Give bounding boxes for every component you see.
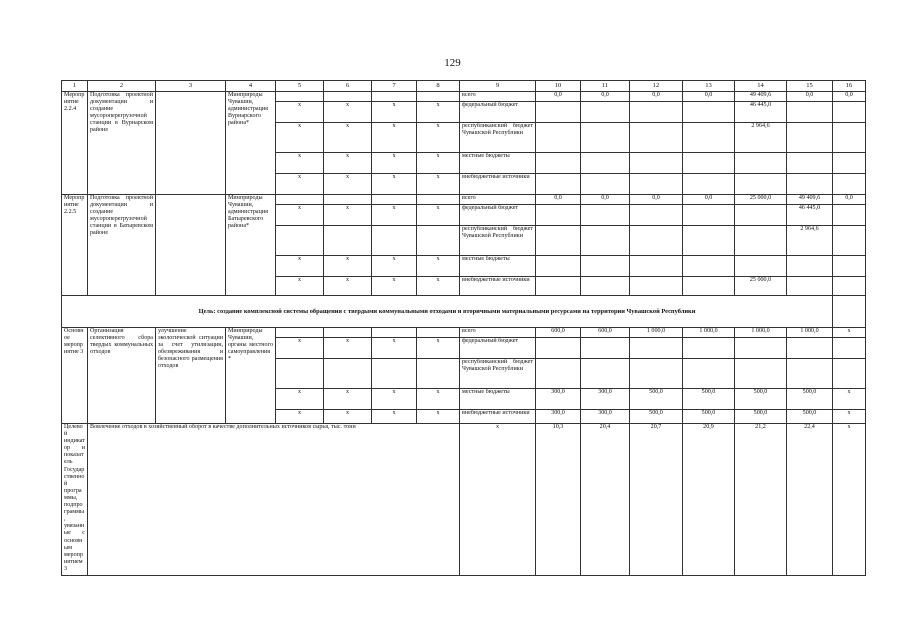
value-cell bbox=[536, 359, 581, 389]
code-cell bbox=[417, 92, 460, 102]
value-cell bbox=[581, 226, 630, 256]
code-cell bbox=[324, 226, 372, 256]
indicator-value: 21,2 bbox=[735, 424, 787, 576]
value-cell: 500,0 bbox=[683, 389, 735, 410]
funding-source: всего bbox=[460, 92, 536, 102]
value-cell: 0,0 bbox=[833, 195, 866, 205]
measure-result bbox=[156, 92, 226, 195]
funding-source: всего bbox=[460, 328, 536, 338]
value-cell bbox=[630, 256, 683, 277]
funding-source: федеральный бюджет bbox=[460, 205, 536, 226]
value-cell bbox=[787, 277, 833, 296]
value-cell: 1 000,0 bbox=[787, 328, 833, 338]
value-cell: 0,0 bbox=[787, 92, 833, 102]
value-cell: 1 000,0 bbox=[630, 328, 683, 338]
value-cell bbox=[630, 174, 683, 195]
value-cell: 500,0 bbox=[735, 389, 787, 410]
value-cell: 2 964,6 bbox=[787, 226, 833, 256]
measure-code: Мероприятие 2.2.4 bbox=[62, 92, 88, 195]
value-cell bbox=[683, 205, 735, 226]
code-cell bbox=[324, 359, 372, 389]
value-cell bbox=[630, 205, 683, 226]
value-cell bbox=[787, 153, 833, 174]
value-cell bbox=[536, 123, 581, 153]
measure-name: Подготовка проектной документации и создание мусороперегрузочной станции в Батыревском районе bbox=[88, 195, 156, 296]
value-cell: 0,0 bbox=[833, 92, 866, 102]
code-cell: x bbox=[417, 174, 460, 195]
goal-text: Цель: создание комплексной системы обращения с твердыми коммунальными отходами и вторичными материальными ресурсами на территории Чувашской Республики bbox=[62, 296, 833, 328]
code-cell: x bbox=[417, 153, 460, 174]
value-cell: 0,0 bbox=[683, 195, 735, 205]
value-cell bbox=[536, 256, 581, 277]
funding-source: внебюджетные источники bbox=[460, 410, 536, 424]
code-cell: x bbox=[372, 174, 417, 195]
value-cell: 600,0 bbox=[581, 328, 630, 338]
value-cell: 500,0 bbox=[787, 389, 833, 410]
value-cell bbox=[683, 226, 735, 256]
value-cell: 0,0 bbox=[630, 92, 683, 102]
measure-result bbox=[156, 195, 226, 296]
measure-executor: Минприроды Чувашии, администрация Вурнарского района* bbox=[226, 92, 276, 195]
value-cell: 49 409,6 bbox=[735, 92, 787, 102]
indicator-value: 20,4 bbox=[581, 424, 630, 576]
code-cell: x bbox=[276, 205, 324, 226]
value-cell bbox=[735, 153, 787, 174]
code-cell: x bbox=[417, 102, 460, 123]
program-table bbox=[61, 80, 866, 576]
value-cell: 25 000,0 bbox=[735, 195, 787, 205]
code-cell: x bbox=[276, 338, 324, 359]
header-cell: 10 bbox=[536, 81, 581, 92]
code-cell bbox=[324, 195, 372, 205]
value-cell bbox=[683, 102, 735, 123]
value-cell: 600,0 bbox=[536, 328, 581, 338]
value-cell bbox=[683, 338, 735, 359]
code-cell: x bbox=[324, 277, 372, 296]
value-cell: x bbox=[833, 410, 866, 424]
goal-row bbox=[62, 296, 866, 328]
value-cell bbox=[833, 174, 866, 195]
code-cell: x bbox=[417, 256, 460, 277]
code-cell bbox=[276, 195, 324, 205]
funding-source: внебюджетные источники bbox=[460, 277, 536, 296]
value-cell: 0,0 bbox=[630, 195, 683, 205]
header-cell: 14 bbox=[735, 81, 787, 92]
header-cell: 8 bbox=[417, 81, 460, 92]
value-cell: 0,0 bbox=[581, 92, 630, 102]
code-cell: x bbox=[324, 410, 372, 424]
value-cell bbox=[630, 226, 683, 256]
value-cell: 0,0 bbox=[536, 195, 581, 205]
value-cell bbox=[735, 338, 787, 359]
code-cell: x bbox=[417, 123, 460, 153]
value-cell bbox=[536, 338, 581, 359]
code-cell bbox=[417, 359, 460, 389]
value-cell: 2 964,6 bbox=[735, 123, 787, 153]
value-cell bbox=[833, 256, 866, 277]
header-cell: 2 bbox=[88, 81, 156, 92]
code-cell: x bbox=[372, 205, 417, 226]
value-cell: 500,0 bbox=[630, 410, 683, 424]
code-cell: x bbox=[372, 410, 417, 424]
indicator-x: x bbox=[460, 424, 536, 576]
value-cell bbox=[536, 226, 581, 256]
code-cell bbox=[372, 328, 417, 338]
value-cell bbox=[787, 359, 833, 389]
code-cell bbox=[417, 226, 460, 256]
value-cell bbox=[833, 226, 866, 256]
value-cell bbox=[735, 359, 787, 389]
measure-name: Подготовка проектной документации и создание мусороперегрузочной станции в Вурнарском районе bbox=[88, 92, 156, 195]
code-cell bbox=[372, 92, 417, 102]
value-cell bbox=[683, 277, 735, 296]
funding-source: всего bbox=[460, 195, 536, 205]
value-cell: 500,0 bbox=[630, 389, 683, 410]
code-cell bbox=[372, 359, 417, 389]
value-cell bbox=[787, 256, 833, 277]
funding-source: местные бюджеты bbox=[460, 153, 536, 174]
page-number: 129 bbox=[444, 57, 461, 69]
value-cell bbox=[581, 174, 630, 195]
value-cell bbox=[536, 153, 581, 174]
measure-executor: Минприроды Чувашии, администрация Батыревского района* bbox=[226, 195, 276, 296]
value-cell bbox=[581, 153, 630, 174]
value-cell: x bbox=[833, 328, 866, 338]
code-cell: x bbox=[417, 205, 460, 226]
header-row bbox=[62, 81, 866, 92]
value-cell bbox=[581, 338, 630, 359]
code-cell: x bbox=[324, 205, 372, 226]
value-cell: 500,0 bbox=[683, 410, 735, 424]
indicator-value: 22,4 bbox=[787, 424, 833, 576]
measure-executor: Минприроды Чувашии, органы местного самоуправления* bbox=[226, 328, 276, 424]
funding-source: республиканский бюджет Чувашской Республики bbox=[460, 359, 536, 389]
code-cell: x bbox=[417, 338, 460, 359]
code-cell: x bbox=[276, 389, 324, 410]
value-cell bbox=[735, 205, 787, 226]
header-cell: 3 bbox=[156, 81, 226, 92]
funding-source: внебюджетные источники bbox=[460, 174, 536, 195]
value-cell bbox=[536, 277, 581, 296]
value-cell: 500,0 bbox=[787, 410, 833, 424]
code-cell bbox=[417, 195, 460, 205]
header-cell: 1 bbox=[62, 81, 88, 92]
funding-source: республиканский бюджет Чувашской Республики bbox=[460, 226, 536, 256]
value-cell bbox=[630, 277, 683, 296]
code-cell: x bbox=[372, 256, 417, 277]
value-cell bbox=[581, 359, 630, 389]
code-cell: x bbox=[372, 389, 417, 410]
value-cell: 0,0 bbox=[683, 92, 735, 102]
value-cell bbox=[735, 174, 787, 195]
code-cell: x bbox=[276, 174, 324, 195]
code-cell bbox=[276, 226, 324, 256]
code-cell: x bbox=[276, 123, 324, 153]
funding-source: федеральный бюджет bbox=[460, 102, 536, 123]
value-cell: 46 445,0 bbox=[787, 205, 833, 226]
funding-source: федеральный бюджет bbox=[460, 338, 536, 359]
code-cell: x bbox=[276, 153, 324, 174]
code-cell: x bbox=[276, 410, 324, 424]
value-cell bbox=[833, 338, 866, 359]
value-cell: 1 000,0 bbox=[683, 328, 735, 338]
funding-source: местные бюджеты bbox=[460, 389, 536, 410]
value-cell bbox=[581, 256, 630, 277]
code-cell bbox=[276, 359, 324, 389]
value-cell: x bbox=[833, 389, 866, 410]
header-cell: 7 bbox=[372, 81, 417, 92]
code-cell: x bbox=[372, 153, 417, 174]
value-cell bbox=[630, 359, 683, 389]
value-cell: 300,0 bbox=[536, 389, 581, 410]
indicator-value: 20,7 bbox=[630, 424, 683, 576]
code-cell bbox=[372, 195, 417, 205]
header-cell: 5 bbox=[276, 81, 324, 92]
code-cell: x bbox=[324, 338, 372, 359]
indicator-value: x bbox=[833, 424, 866, 576]
value-cell bbox=[735, 256, 787, 277]
table-row bbox=[62, 328, 866, 338]
value-cell bbox=[833, 205, 866, 226]
value-cell: 300,0 bbox=[536, 410, 581, 424]
value-cell bbox=[735, 226, 787, 256]
code-cell: x bbox=[372, 338, 417, 359]
code-cell: x bbox=[324, 256, 372, 277]
value-cell bbox=[833, 153, 866, 174]
value-cell bbox=[581, 205, 630, 226]
code-cell bbox=[276, 92, 324, 102]
indicator-value: 20,9 bbox=[683, 424, 735, 576]
value-cell bbox=[683, 153, 735, 174]
header-cell: 4 bbox=[226, 81, 276, 92]
indicator-row bbox=[62, 424, 866, 576]
measure-name: Организация селективного сбора твердых коммунальных отходов bbox=[88, 328, 156, 424]
indicator-value: 10,3 bbox=[536, 424, 581, 576]
indicator-text: Вовлечение отходов в хозяйственный оборот в качестве дополнительных источников сырья, тыс. тонн bbox=[88, 424, 460, 576]
value-cell bbox=[787, 123, 833, 153]
table-row bbox=[62, 195, 866, 205]
value-cell bbox=[581, 277, 630, 296]
value-cell: 0,0 bbox=[536, 92, 581, 102]
value-cell bbox=[630, 153, 683, 174]
measure-code: Мероприятие 2.2.5 bbox=[62, 195, 88, 296]
indicator-code: Целевой индикатор и показатель Государственной программы, подпрограммы, увязанные с основным мероприятием 3 bbox=[62, 424, 88, 576]
measure-code: Основное мероприятие 3 bbox=[62, 328, 88, 424]
code-cell: x bbox=[372, 277, 417, 296]
value-cell: 500,0 bbox=[735, 410, 787, 424]
code-cell: x bbox=[324, 102, 372, 123]
code-cell: x bbox=[324, 389, 372, 410]
code-cell bbox=[324, 328, 372, 338]
value-cell bbox=[536, 205, 581, 226]
value-cell: 25 000,0 bbox=[735, 277, 787, 296]
header-cell: 6 bbox=[324, 81, 372, 92]
code-cell: x bbox=[372, 102, 417, 123]
value-cell: 1 000,0 bbox=[735, 328, 787, 338]
value-cell bbox=[787, 174, 833, 195]
funding-source: местные бюджеты bbox=[460, 256, 536, 277]
header-cell: 9 bbox=[460, 81, 536, 92]
value-cell bbox=[683, 123, 735, 153]
funding-source: республиканский бюджет Чувашской Республики bbox=[460, 123, 536, 153]
value-cell: 300,0 bbox=[581, 410, 630, 424]
header-cell: 11 bbox=[581, 81, 630, 92]
table-row bbox=[62, 92, 866, 102]
value-cell: 300,0 bbox=[581, 389, 630, 410]
value-cell bbox=[683, 174, 735, 195]
code-cell: x bbox=[276, 102, 324, 123]
value-cell bbox=[833, 277, 866, 296]
code-cell: x bbox=[324, 174, 372, 195]
value-cell bbox=[833, 102, 866, 123]
header-cell: 12 bbox=[630, 81, 683, 92]
code-cell: x bbox=[417, 389, 460, 410]
measure-result: улучшение экологической ситуации за счет утилизации, обезвреживания и безопасного размещения отходов bbox=[156, 328, 226, 424]
value-cell bbox=[787, 102, 833, 123]
value-cell bbox=[630, 102, 683, 123]
value-cell bbox=[787, 338, 833, 359]
code-cell bbox=[372, 226, 417, 256]
value-cell bbox=[630, 338, 683, 359]
value-cell bbox=[630, 123, 683, 153]
value-cell bbox=[683, 256, 735, 277]
header-cell: 13 bbox=[683, 81, 735, 92]
value-cell: 49 409,6 bbox=[787, 195, 833, 205]
value-cell bbox=[581, 102, 630, 123]
code-cell: x bbox=[276, 277, 324, 296]
code-cell: x bbox=[276, 256, 324, 277]
value-cell bbox=[536, 102, 581, 123]
value-cell: 0,0 bbox=[581, 195, 630, 205]
value-cell: 46 445,0 bbox=[735, 102, 787, 123]
value-cell bbox=[536, 174, 581, 195]
code-cell: x bbox=[417, 410, 460, 424]
header-cell: 16 bbox=[833, 81, 866, 92]
code-cell bbox=[276, 328, 324, 338]
value-cell bbox=[833, 123, 866, 153]
header-cell: 15 bbox=[787, 81, 833, 92]
code-cell bbox=[417, 328, 460, 338]
value-cell bbox=[581, 123, 630, 153]
goal-empty bbox=[833, 296, 866, 328]
code-cell bbox=[324, 92, 372, 102]
value-cell bbox=[683, 359, 735, 389]
value-cell bbox=[833, 359, 866, 389]
code-cell: x bbox=[372, 123, 417, 153]
code-cell: x bbox=[324, 123, 372, 153]
code-cell: x bbox=[417, 277, 460, 296]
code-cell: x bbox=[324, 153, 372, 174]
